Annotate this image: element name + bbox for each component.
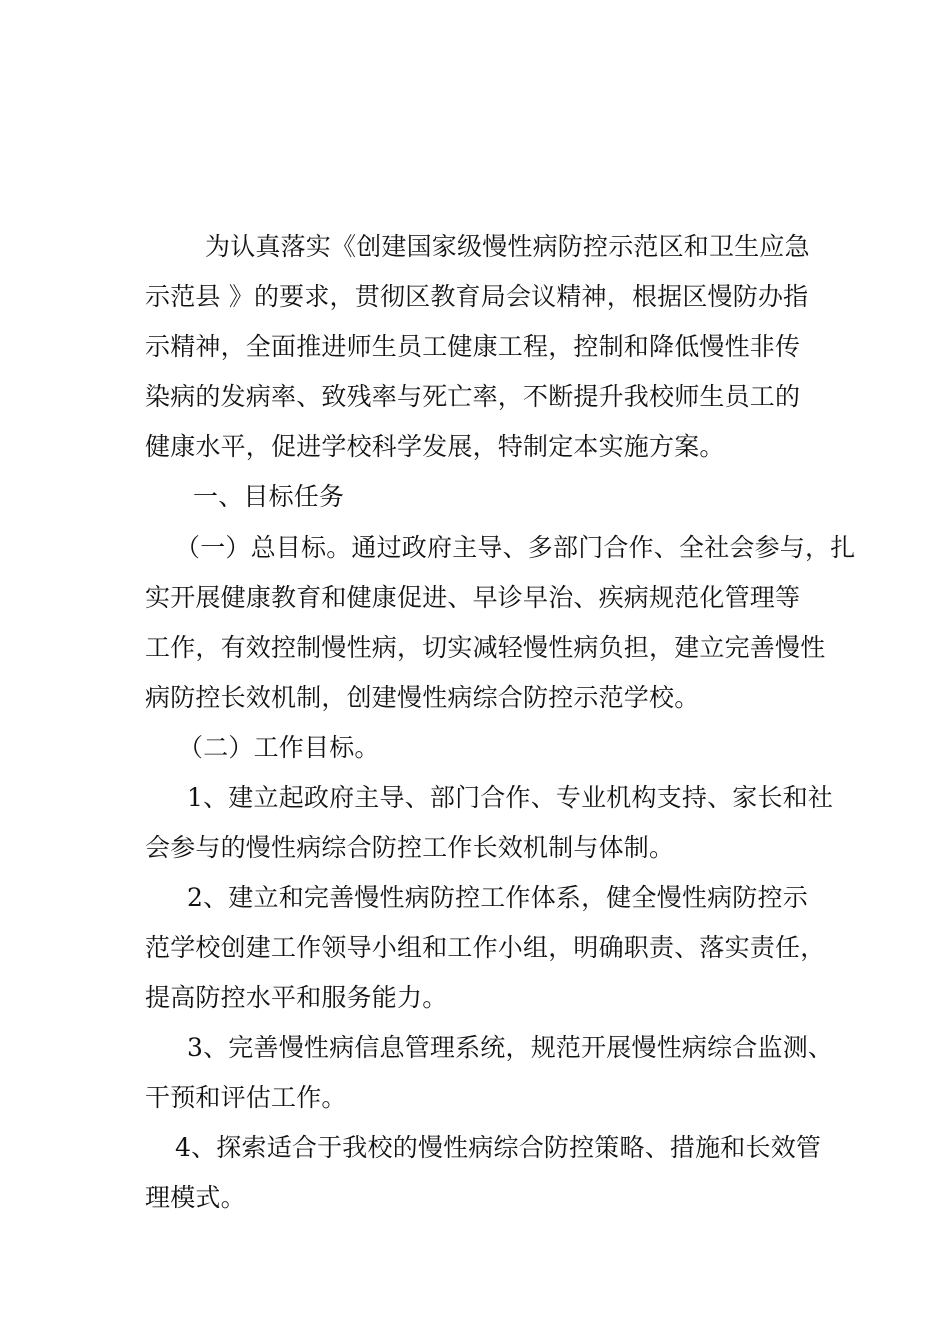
intro-line-4: 染病的发病率、致残率与死亡率，不断提升我校师生员工的 <box>145 382 801 411</box>
overall-goal-line-2: 实开展健康教育和健康促进、早诊早治、疾病规范化管理等 <box>145 583 801 612</box>
work-goal-heading: （二）工作目标。 <box>178 733 380 762</box>
item3-line-1: 3、完善慢性病信息管理系统，规范开展慢性病综合监测、 <box>187 1033 834 1062</box>
intro-line-2: 示范县 》的要求，贯彻区教育局会议精神，根据区慢防办指 <box>145 282 809 311</box>
item4-line-1: 4、探索适合于我校的慢性病综合防控策略、措施和长效管 <box>175 1133 822 1162</box>
item2-line-2: 范学校创建工作领导小组和工作小组，明确职责、落实责任， <box>145 933 826 962</box>
overall-goal-line-4: 病防控长效机制，创建慢性病综合防控示范学校。 <box>145 683 700 712</box>
item4-line-2: 理模式。 <box>145 1183 246 1212</box>
item3-line-2: 干预和评估工作。 <box>145 1083 347 1112</box>
overall-goal-line-3: 工作，有效控制慢性病，切实减轻慢性病负担，建立完善慢性 <box>145 633 826 662</box>
item2-line-3: 提高防控水平和服务能力。 <box>145 983 448 1012</box>
intro-line-1: 为认真落实《创建国家级慢性病防控示范区和卫生应急 <box>205 232 810 261</box>
overall-goal-line-1: （一）总目标。通过政府主导、多部门合作、全社会参与，扎 <box>175 533 856 562</box>
intro-line-3: 示精神，全面推进师生员工健康工程，控制和降低慢性非传 <box>145 332 801 361</box>
item1-line-1: 1、建立起政府主导、部门合作、专业机构支持、家长和社 <box>187 783 834 812</box>
item1-line-2: 会参与的慢性病综合防控工作长效机制与体制。 <box>145 833 675 862</box>
section-heading-goals: 一、目标任务 <box>193 482 345 511</box>
item2-line-1: 2、建立和完善慢性病防控工作体系，健全慢性病防控示 <box>187 883 808 912</box>
intro-line-5: 健康水平，促进学校科学发展，特制定本实施方案。 <box>145 432 725 461</box>
